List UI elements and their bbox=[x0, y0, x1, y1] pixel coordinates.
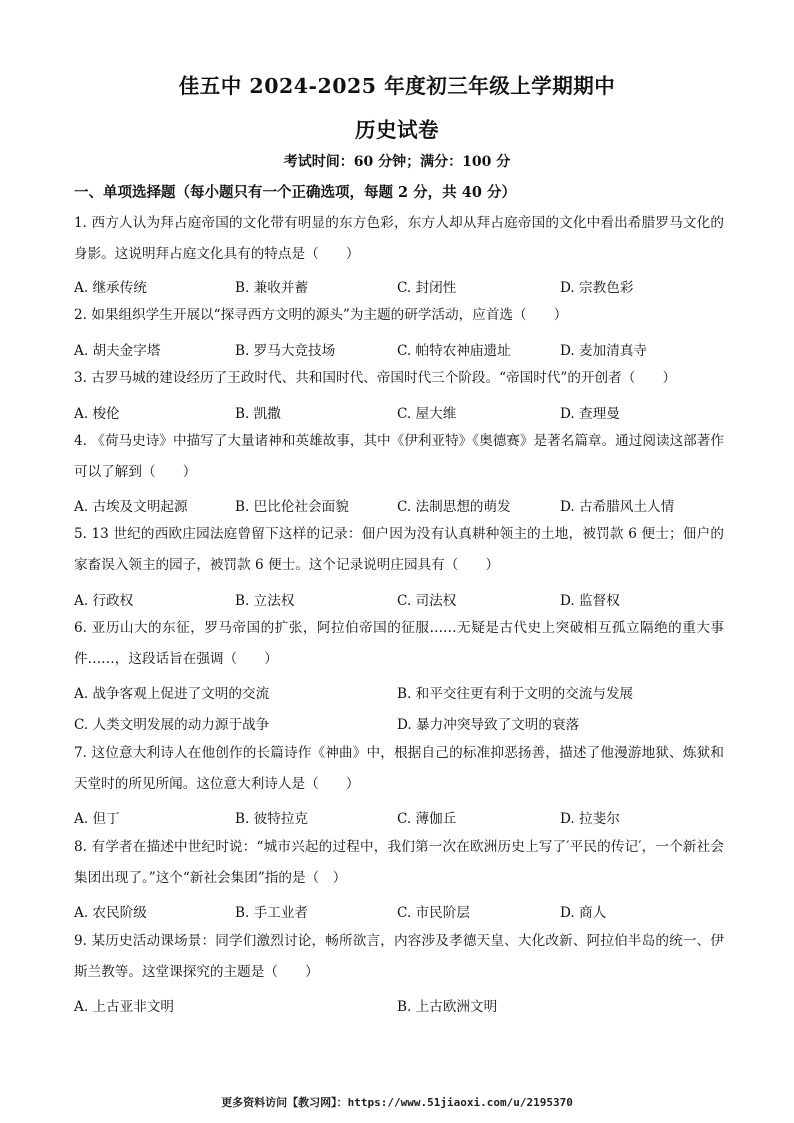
option-d: D. 查理曼 bbox=[560, 406, 620, 422]
option-b: B. 手工业者 bbox=[235, 905, 309, 921]
exam-meta: 考试时间：60 分钟；满分：100 分 bbox=[283, 154, 511, 170]
option-d: D. 宗教色彩 bbox=[560, 280, 634, 296]
option-a: A. 胡夫金字塔 bbox=[74, 343, 161, 359]
question-stem: 5. 13 世纪的西欧庄园法庭曾留下这样的记录：佃户因为没有认真耕种领主的土地，被罚款 6 便士；佃户的家畜误入领主的园子，被罚款 6 便士。这个记录说明庄园具有（ ） bbox=[74, 526, 724, 573]
question-options bbox=[74, 713, 724, 735]
option-c: C. 司法权 bbox=[397, 593, 457, 609]
question-stem: 1. 西方人认为拜占庭帝国的文化带有明显的东方色彩，东方人却从拜占庭帝国的文化中看出希腊罗马文化的身影。这说明拜占庭文化具有的特点是（ ） bbox=[74, 215, 724, 262]
option-a: A. 梭伦 bbox=[74, 406, 120, 422]
question-options bbox=[74, 995, 724, 1017]
option-c: C. 法制思想的萌发 bbox=[397, 499, 511, 515]
option-b: B. 上古欧洲文明 bbox=[397, 999, 498, 1015]
option-b: B. 凯撒 bbox=[235, 406, 281, 422]
option-b: B. 和平交往更有利于文明的交流与发展 bbox=[397, 686, 634, 702]
option-c: C. 市民阶层 bbox=[397, 905, 470, 921]
option-a: A. 农民阶级 bbox=[74, 905, 147, 921]
question-stem: 4. 《荷马史诗》中描写了大量诸神和英雄故事，其中《伊利亚特》《奥德赛》是著名篇章。通过阅读这部著作可以了解到（ ） bbox=[74, 433, 724, 480]
option-c: C. 封闭性 bbox=[397, 280, 457, 296]
option-d: D. 暴力冲突导致了文明的衰落 bbox=[397, 717, 580, 733]
question-options bbox=[74, 402, 724, 424]
question-options bbox=[74, 682, 724, 704]
exam-subject: 历史试卷 bbox=[355, 118, 439, 142]
question-options bbox=[74, 339, 724, 361]
question-stem: 2. 如果组织学生开展以“探寻西方文明的源头”为主题的研学活动，应首选（ ） bbox=[74, 307, 568, 323]
question-stem: 3. 古罗马城的建设经历了王政时代、共和国时代、帝国时代三个阶段。“帝国时代”的开创者（ ） bbox=[74, 370, 677, 386]
option-a: A. 上古亚非文明 bbox=[74, 999, 175, 1015]
option-b: B. 罗马大竞技场 bbox=[235, 343, 336, 359]
option-c: C. 屋大维 bbox=[397, 406, 457, 422]
question-stem: 7. 这位意大利诗人在他创作的长篇诗作《神曲》中，根据自己的标准抑恶扬善，描述了他漫游地狱、炼狱和天堂时的所见所闻。这位意大利诗人是（ ） bbox=[74, 745, 724, 792]
option-c: C. 帕特农神庙遗址 bbox=[397, 343, 511, 359]
question-options bbox=[74, 901, 724, 923]
question-options bbox=[74, 589, 724, 611]
option-d: D. 监督权 bbox=[560, 593, 620, 609]
option-b: B. 立法权 bbox=[235, 593, 295, 609]
question-stem: 6. 亚历山大的东征，罗马帝国的扩张，阿拉伯帝国的征服……无疑是古代史上突破相互孤立隔绝的重大事件……，这段话旨在强调（ ） bbox=[74, 620, 724, 667]
section-heading: 一、单项选择题（每小题只有一个正确选项，每题 2 分，共 40 分） bbox=[74, 184, 516, 201]
option-c: C. 薄伽丘 bbox=[397, 811, 457, 827]
question-options bbox=[74, 807, 724, 829]
option-d: D. 古希腊风土人情 bbox=[560, 499, 675, 515]
question-stem: 8. 有学者在描述中世纪时说：“城市兴起的过程中，我们第一次在欧洲历史上写了′平民的传记′，一个新社会集团出现了。”这个“新社会集团”指的是（ ） bbox=[74, 839, 724, 886]
option-c: C. 人类文明发展的动力源于战争 bbox=[74, 717, 270, 733]
exam-title: 佳五中 2024-2025 年度初三年级上学期期中 bbox=[178, 74, 616, 98]
footer-link[interactable]: 更多资料访问【教习网】：https://www.51jiaoxi.com/u/2195370 bbox=[221, 1096, 573, 1109]
option-b: B. 彼特拉克 bbox=[235, 811, 309, 827]
option-b: B. 巴比伦社会面貌 bbox=[235, 499, 349, 515]
question-stem: 9. 某历史活动课场景：同学们激烈讨论，畅所欲言，内容涉及孝德天皇、大化改新、阿拉伯半岛的统一、伊斯兰教等。这堂课探究的主题是（ ） bbox=[74, 933, 724, 980]
option-d: D. 麦加清真寺 bbox=[560, 343, 648, 359]
option-a: A. 行政权 bbox=[74, 593, 134, 609]
option-a: A. 继承传统 bbox=[74, 280, 147, 296]
option-b: B. 兼收并蓄 bbox=[235, 280, 309, 296]
question-options bbox=[74, 276, 724, 298]
question-options bbox=[74, 495, 724, 517]
option-a: A. 但丁 bbox=[74, 811, 120, 827]
option-a: A. 战争客观上促进了文明的交流 bbox=[74, 686, 270, 702]
option-d: D. 拉斐尔 bbox=[560, 811, 620, 827]
option-a: A. 古埃及文明起源 bbox=[74, 499, 188, 515]
option-d: D. 商人 bbox=[560, 905, 607, 921]
